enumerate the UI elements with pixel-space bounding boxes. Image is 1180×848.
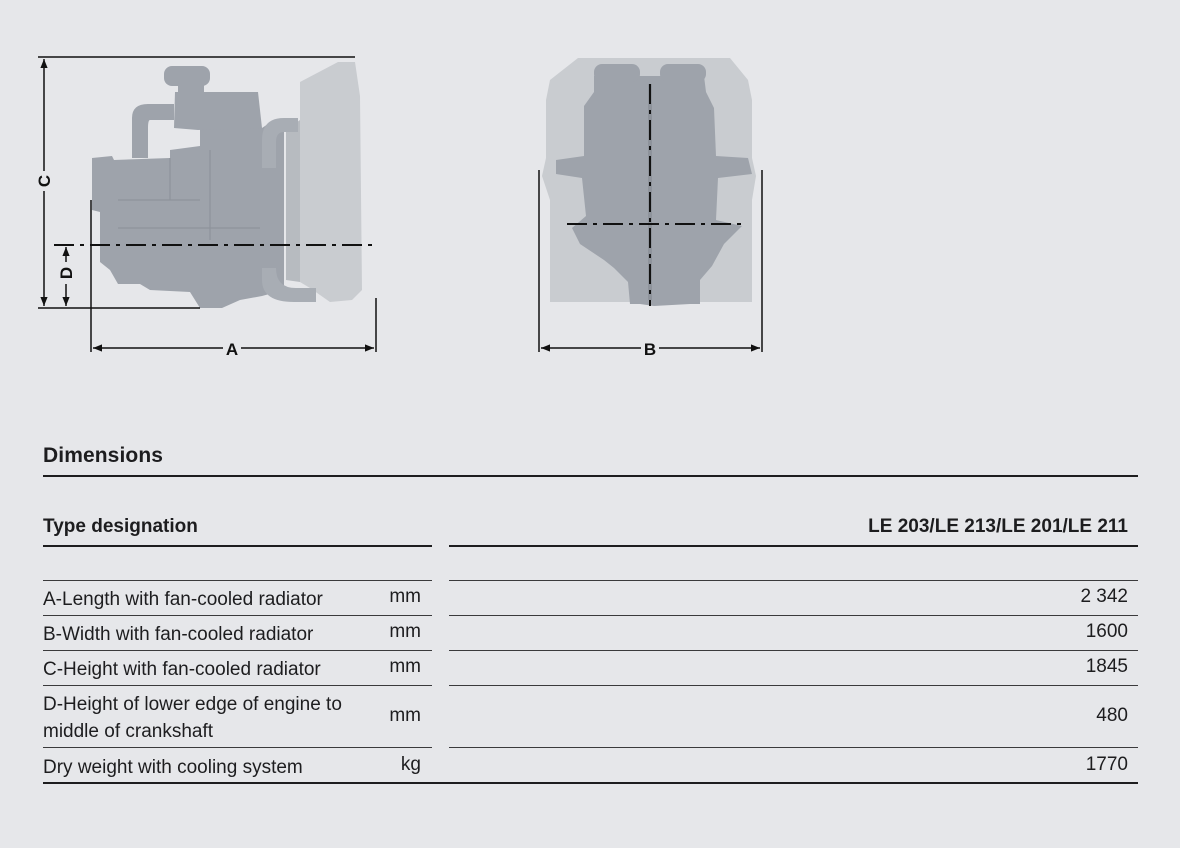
label-c: C — [35, 174, 54, 188]
row-unit: mm — [389, 656, 421, 677]
row-divider — [449, 650, 1138, 651]
label-d: D — [57, 266, 76, 280]
row-value: 1600 — [1085, 621, 1128, 642]
row-divider — [449, 747, 1138, 748]
label-a: A — [225, 340, 239, 359]
label-b: B — [643, 340, 657, 359]
row-divider — [43, 685, 432, 686]
row-unit: mm — [389, 586, 421, 607]
section-title: Dimensions — [43, 444, 164, 467]
row-value: 2 342 — [1080, 586, 1128, 607]
row-divider — [449, 685, 1138, 686]
row-divider — [43, 615, 432, 616]
row-label: C-Height with fan-cooled radiator — [43, 659, 321, 680]
row-label: D-Height of lower edge of engine to middle of crankshaft — [43, 694, 342, 742]
title-rule — [43, 475, 1138, 477]
row-unit: mm — [389, 705, 421, 726]
engine-dimension-drawings — [0, 0, 1180, 420]
side-view-engine — [92, 62, 362, 308]
table-bottom-rule — [43, 782, 1138, 784]
type-designation-models: LE 203/LE 213/LE 201/LE 211 — [868, 516, 1128, 537]
row-value: 480 — [1096, 705, 1128, 726]
row-divider — [43, 747, 432, 748]
row-value: 1770 — [1085, 754, 1128, 775]
type-rule-left — [43, 545, 432, 547]
row-label: Dry weight with cooling system — [43, 757, 303, 778]
row-label: A-Length with fan-cooled radiator — [43, 589, 323, 610]
row-label: B-Width with fan-cooled radiator — [43, 624, 314, 645]
row-unit: kg — [400, 754, 421, 775]
row-divider — [43, 650, 432, 651]
type-rule-right — [449, 545, 1138, 547]
type-designation-label: Type designation — [43, 516, 198, 537]
row-divider — [43, 580, 432, 581]
row-divider — [449, 580, 1138, 581]
row-unit: mm — [389, 621, 421, 642]
row-divider — [449, 615, 1138, 616]
row-value: 1845 — [1085, 656, 1128, 677]
